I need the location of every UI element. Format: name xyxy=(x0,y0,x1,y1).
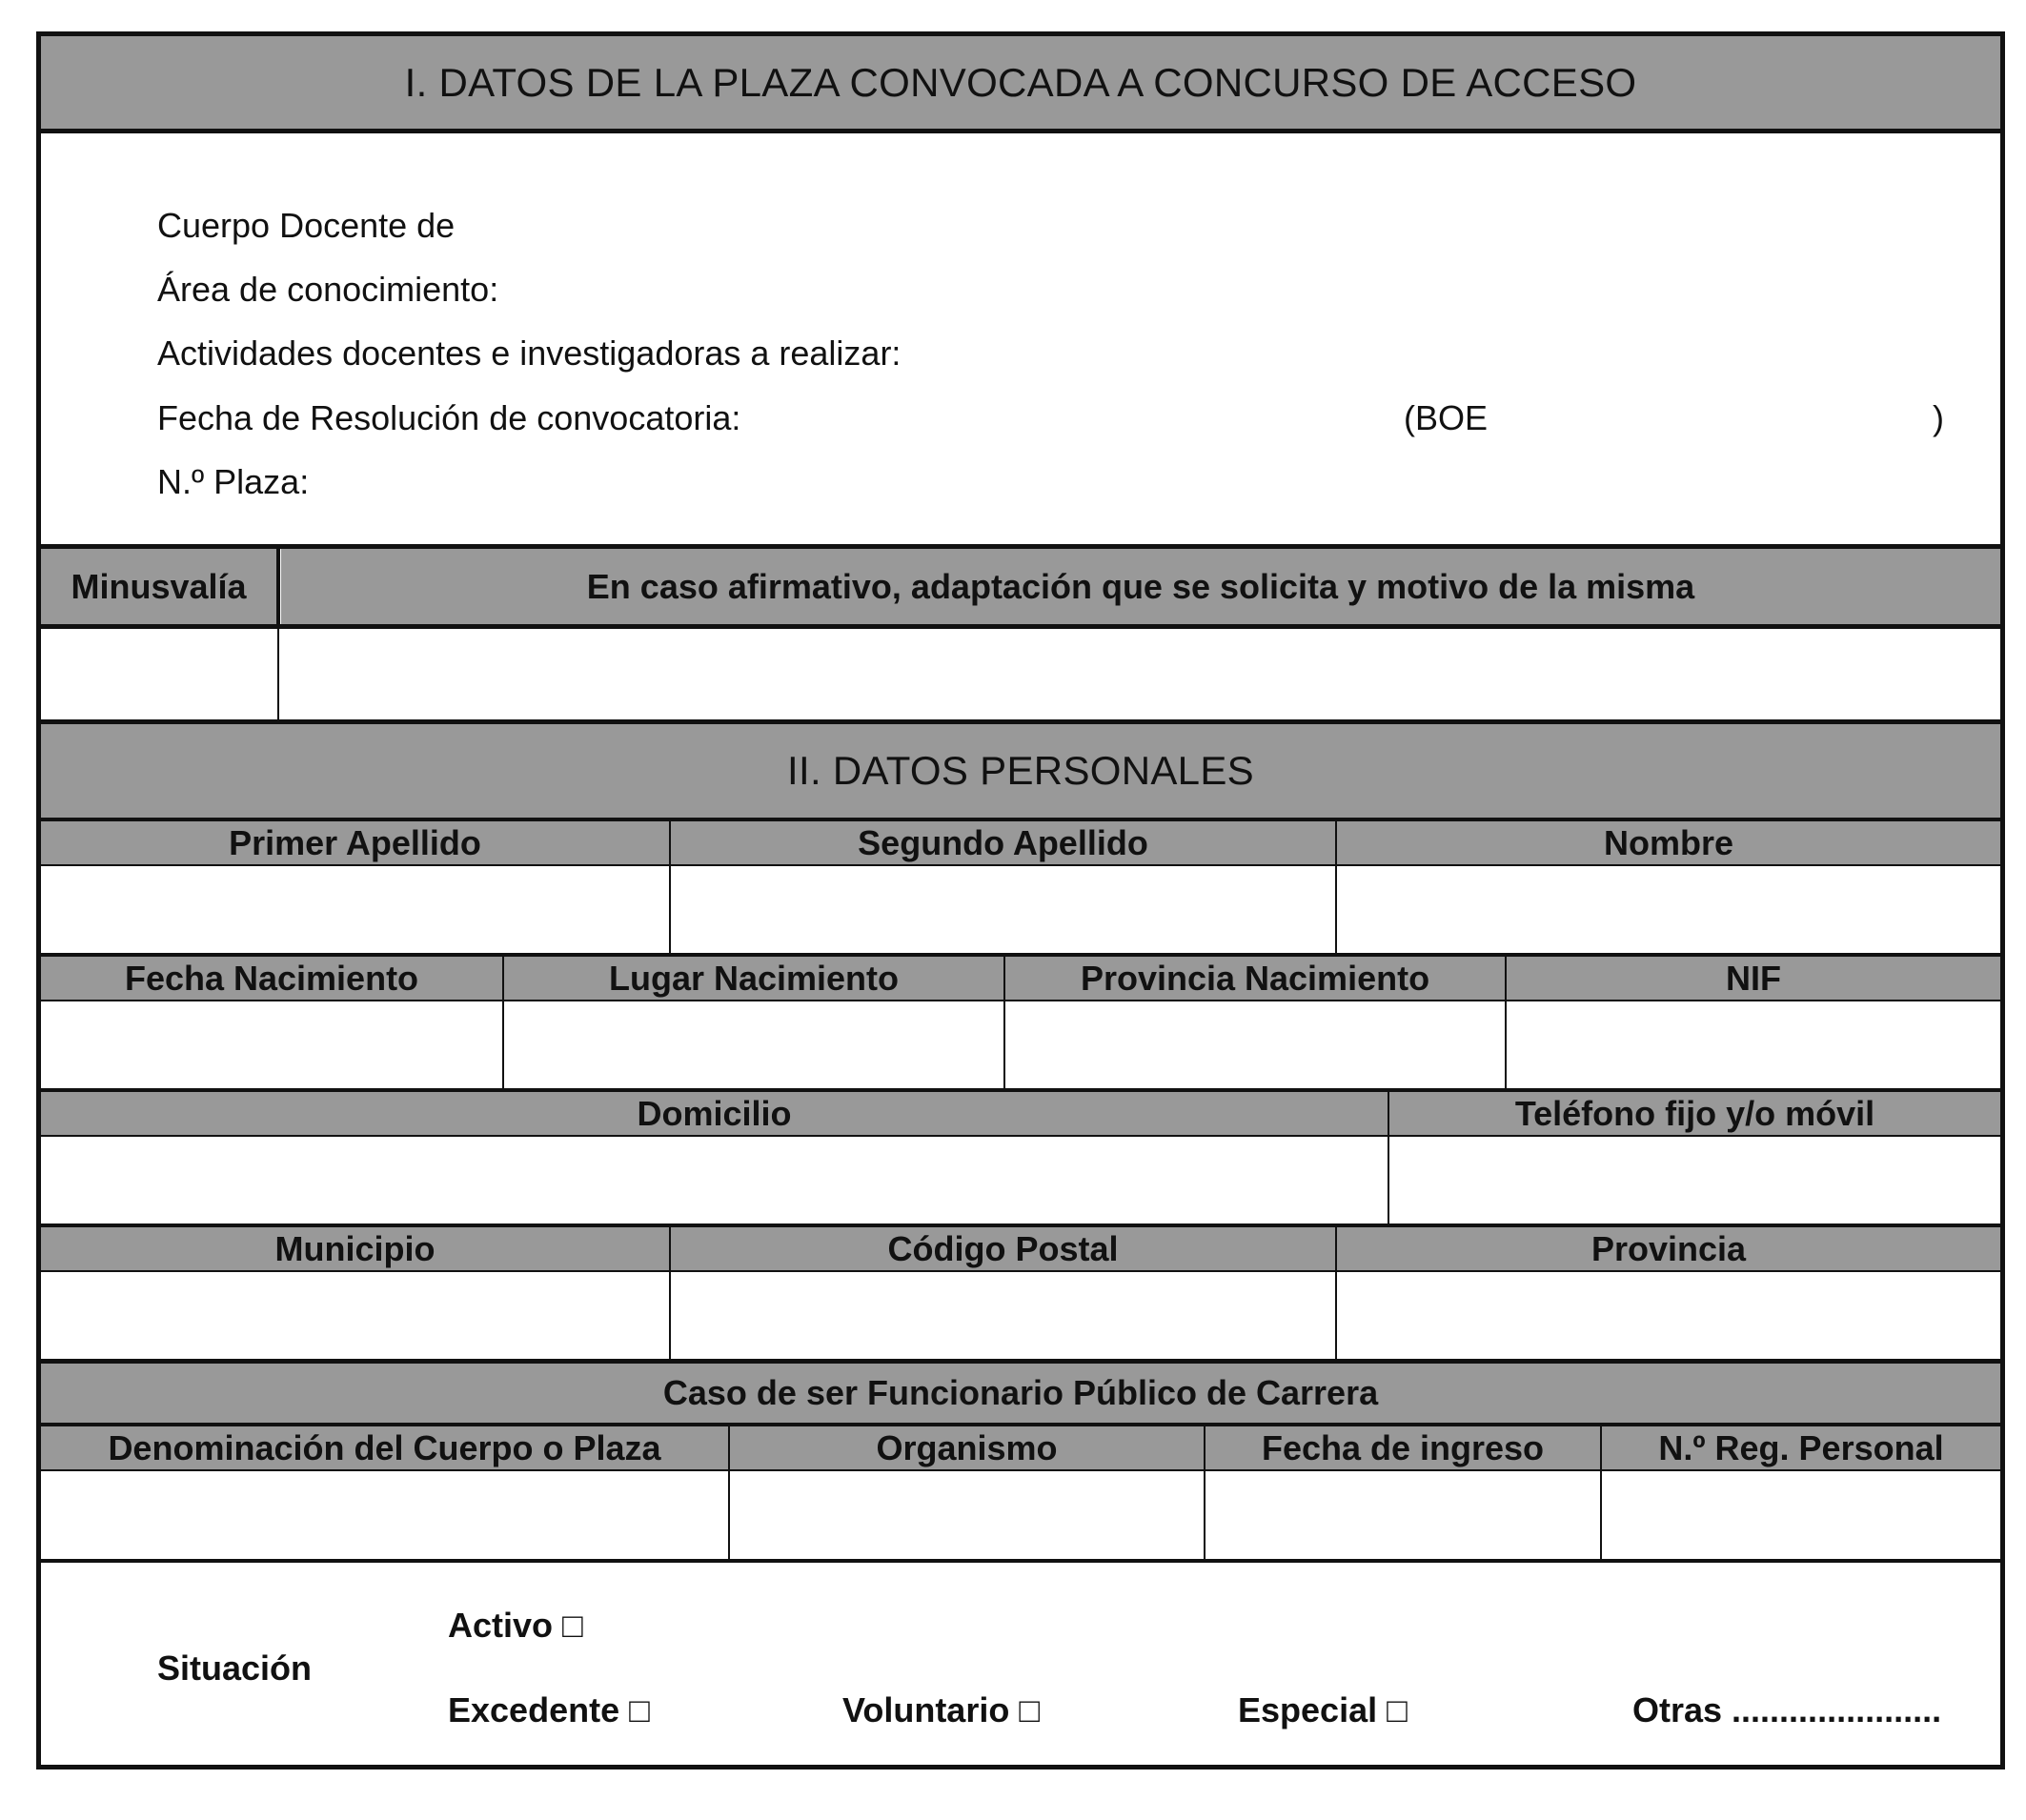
plaza-label: N.º Plaza: xyxy=(157,462,310,501)
divider xyxy=(41,1559,2000,1563)
municipio-header xyxy=(41,1227,669,1270)
actividades-field[interactable] xyxy=(1003,328,1966,375)
provincia-nacimiento-header xyxy=(1005,957,1505,1000)
adaptacion-label: En caso afirmativo, adaptación que se solicita y motivo de la misma xyxy=(586,566,1695,606)
fecha-ingreso-header xyxy=(1205,1426,1600,1469)
nif-header xyxy=(1507,957,2000,1000)
reg-personal-header xyxy=(1602,1426,2000,1469)
funcionario-header xyxy=(41,1364,2000,1423)
nif-field[interactable] xyxy=(1507,1001,2000,1088)
fecha-nacimiento-header xyxy=(41,957,502,1000)
provincia-nacimiento-label: Provincia Nacimiento xyxy=(1080,958,1430,998)
provincia-label: Provincia xyxy=(1590,1228,1747,1268)
segundo-apellido-header xyxy=(671,821,1335,864)
denominacion-field[interactable] xyxy=(41,1471,728,1559)
section-2-header xyxy=(41,724,2000,818)
municipio-label: Municipio xyxy=(274,1228,436,1268)
fecha-resolucion-field[interactable] xyxy=(832,393,1385,440)
segundo-apellido-label: Segundo Apellido xyxy=(858,822,1148,862)
denominacion-header xyxy=(41,1426,728,1469)
lugar-nacimiento-field[interactable] xyxy=(504,1001,1003,1088)
minusvalia-header xyxy=(41,549,276,624)
fecha-nacimiento-field[interactable] xyxy=(41,1001,502,1088)
domicilio-label: Domicilio xyxy=(637,1093,792,1133)
nombre-header xyxy=(1337,821,2000,864)
denominacion-label: Denominación del Cuerpo o Plaza xyxy=(108,1427,661,1467)
primer-apellido-label: Primer Apellido xyxy=(229,822,481,862)
cuerpo-docente-field[interactable] xyxy=(537,200,1966,248)
boe-field[interactable] xyxy=(1528,393,1918,440)
fecha-resolucion-label: Fecha de Resolución de convocatoria: xyxy=(157,398,741,437)
especial-checkbox[interactable]: Especial □ xyxy=(1238,1690,1408,1729)
area-conocimiento-label: Área de conocimiento: xyxy=(157,270,499,309)
application-form xyxy=(36,31,2005,1769)
adaptacion-field[interactable] xyxy=(279,629,2000,719)
provincia-header xyxy=(1337,1227,2000,1270)
fecha-ingreso-label: Fecha de ingreso xyxy=(1261,1427,1545,1467)
section-1-header xyxy=(41,36,2000,129)
section-2-title: II. DATOS PERSONALES xyxy=(787,748,1254,793)
primer-apellido-header xyxy=(41,821,669,864)
activo-checkbox[interactable]: Activo □ xyxy=(448,1606,583,1645)
area-conocimiento-field[interactable] xyxy=(575,264,1966,312)
organismo-label: Organismo xyxy=(876,1427,1058,1467)
telefono-label: Teléfono fijo y/o móvil xyxy=(1514,1093,1875,1133)
provincia-field[interactable] xyxy=(1337,1272,2000,1359)
section-1-title: I. DATOS DE LA PLAZA CONVOCADA A CONCURSO DE ACCESO xyxy=(404,59,1637,105)
funcionario-title: Caso de ser Funcionario Público de Carrera xyxy=(662,1373,1379,1412)
voluntario-checkbox[interactable]: Voluntario □ xyxy=(842,1690,1041,1729)
nif-label: NIF xyxy=(1726,958,1781,998)
otras-field[interactable]: Otras ...................... xyxy=(1632,1690,1942,1729)
domicilio-field[interactable] xyxy=(41,1137,1388,1223)
telefono-header xyxy=(1389,1092,2000,1135)
boe-open-label: (BOE xyxy=(1404,398,1489,437)
lugar-nacimiento-label: Lugar Nacimiento xyxy=(608,958,900,998)
divider xyxy=(276,549,280,624)
adaptacion-header xyxy=(281,549,2000,624)
reg-personal-field[interactable] xyxy=(1602,1471,2000,1559)
plaza-field[interactable] xyxy=(365,456,1966,504)
municipio-field[interactable] xyxy=(41,1272,669,1359)
fecha-nacimiento-label: Fecha Nacimiento xyxy=(124,958,419,998)
primer-apellido-field[interactable] xyxy=(41,866,669,953)
codigo-postal-label: Código Postal xyxy=(887,1228,1119,1268)
fecha-ingreso-field[interactable] xyxy=(1205,1471,1600,1559)
lugar-nacimiento-header xyxy=(504,957,1003,1000)
nombre-label: Nombre xyxy=(1603,822,1734,862)
domicilio-header xyxy=(41,1092,1388,1135)
organismo-header xyxy=(730,1426,1204,1469)
situacion-label: Situación xyxy=(157,1648,313,1688)
nombre-field[interactable] xyxy=(1337,866,2000,953)
telefono-field[interactable] xyxy=(1389,1137,2000,1223)
minusvalia-field[interactable] xyxy=(41,629,277,719)
reg-personal-label: N.º Reg. Personal xyxy=(1658,1427,1944,1467)
divider xyxy=(41,129,2000,133)
minusvalia-label: Minusvalía xyxy=(71,566,247,606)
boe-close-label: ) xyxy=(1933,398,1944,437)
organismo-field[interactable] xyxy=(730,1471,1204,1559)
cuerpo-docente-label: Cuerpo Docente de xyxy=(157,206,456,245)
actividades-label: Actividades docentes e investigadoras a realizar: xyxy=(157,334,902,373)
excedente-checkbox[interactable]: Excedente □ xyxy=(448,1690,650,1729)
codigo-postal-header xyxy=(671,1227,1335,1270)
codigo-postal-field[interactable] xyxy=(671,1272,1335,1359)
segundo-apellido-field[interactable] xyxy=(671,866,1335,953)
provincia-nacimiento-field[interactable] xyxy=(1005,1001,1505,1088)
